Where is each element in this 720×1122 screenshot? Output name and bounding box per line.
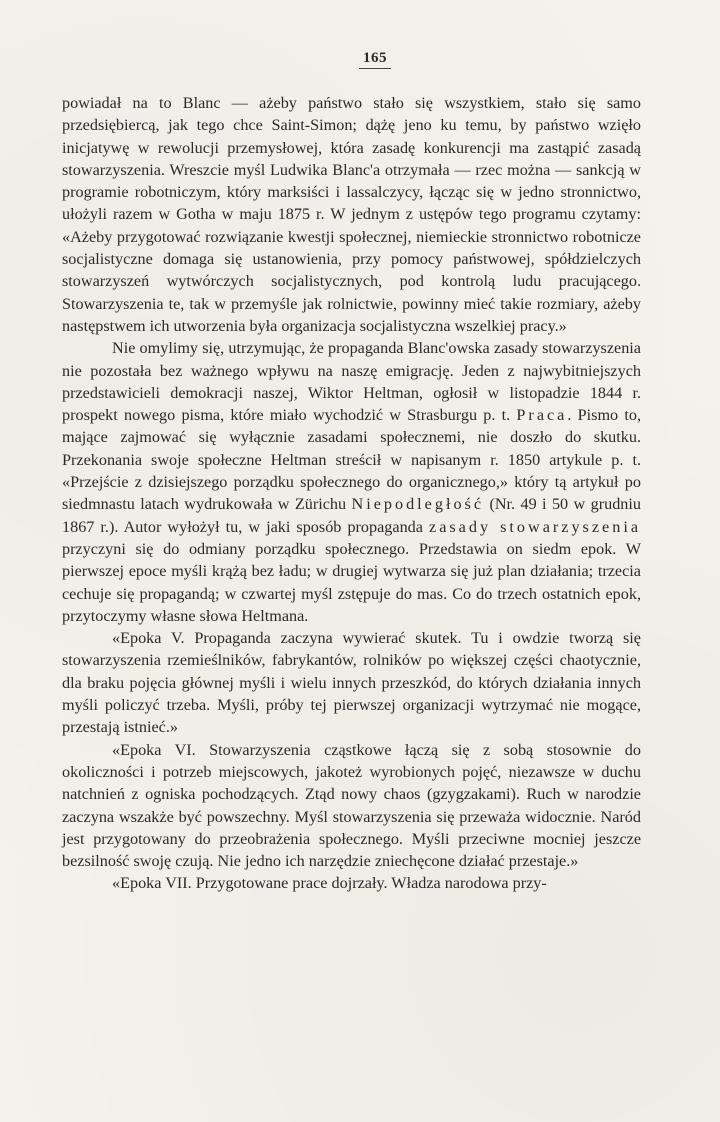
- page-number: 165: [0, 50, 720, 69]
- paragraph-2-part-7: przyczyni się do odmiany porządku społecznego. Przedstawia on siedm epok. W pierwszej epoce myśli krążą bez ładu; w drugiej wytwarza się już plan działania; trzecia cechuje się propagandą; w czwartej myśl zstępuje do mas. Co do trzech ostatnich epok, przytoczymy własne słowa Heltmana.: [62, 539, 641, 625]
- paragraph-2-part-1: Nie omylimy się, utrzymując, że propaganda Blanc'owska zasady stowarzyszenia nie pozostała bez ważnego wpływu na naszę emigrację. Jeden z najwybitniejszych przedstawicieli demokracji naszej, Wiktor Heltman, ogłosił w listopadzie 1844 r. prospekt nowego pisma, które miało wychodzić w Strasburgu p. t.: [62, 339, 641, 425]
- spaced-phrase-zasady-stowarzyszenia: zasady stowarzyszenia: [429, 517, 641, 536]
- paragraph-3: «Epoka V. Propaganda zaczyna wywierać skutek. Tu i owdzie tworzą się stowarzyszenia rzemieślników, fabrykantów, rolników po większej części chaotycznie, dla braku pojęcia głównej myśli i wielu innych przeszkód, do których działania innych myśli policzyć trzeba. Myśli, próby tej pierwszej organizacji wytrzymać nie mogące, przestają istnieć.»: [62, 629, 641, 737]
- paragraph-5: «Epoka VII. Przygotowane prace dojrzały. Władza narodowa przy-: [112, 874, 547, 893]
- paragraph-2-part-3: . Pismo to, mające zajmować się wyłącznie zasadami społecznemi, nie doszło do skutku. Przekonania swoje społeczne Heltman streścił w napisanym r. 1850 artykule p. t. «Przejście z dzisiejszego porządku społecznego do organicznego,» który tą artykuł po siedmnastu latach wydrukowała w Zürichu: [62, 406, 641, 514]
- spaced-title-niepodleglosc: Niepodległość: [351, 495, 485, 514]
- body-text: [62, 92, 641, 895]
- paragraph-2: [62, 337, 641, 627]
- paragraph-4: «Epoka VI. Stowarzyszenia cząstkowe łączą się z sobą stosownie do okoliczności i potrzeb miejscowych, jakoteż wyrobionych pojęć, niezawsze w duchu natchnień z ogniska pochodzących. Ztąd nowy chaos (gzygzakami). Ruch w narodzie zaczyna wszakże być powszechny. Myśl stowarzyszenia się przeważa widocznie. Naród jest przygotowany do przeobrażenia społecznego. Myśli przeciwne mocniej jeszcze bezsilność swoję czują. Nie jedno ich narzędzie zniechęcone działać przestaje.»: [62, 740, 641, 871]
- paragraph-1: powiadał na to Blanc — ażeby państwo stało się wszystkiem, stało się samo przedsiębiercą, jak tego chce Saint-Simon; dążę jeno ku temu, by państwo wzięło inicjatywę w rewolucji przemysłowej, która zasadę konkurencji ma zastąpić zasadą stowarzyszenia. Wreszcie myśl Ludwika Blanc'a otrzymała — rzec można — sankcją w programie robotniczym, który marksiści i lassalczycy, łącząc się w jedno stronnictwo, ułożyli razem w Gotha w maju 1875 r. W jednym z ustępów tego programu czytamy: «Ażeby przygotować rozwiązanie kwestji społecznej, niemieckie stronnictwo robotnicze socjalistyczne domaga się ustanowienia, przy pomocy państwowej, spółdzielczych stowarzyszeń wytwórczych socjalistycznych, pod kontrolą ludu pracującego. Stowarzyszenia te, tak w przemyśle jak rolnictwie, powinny mieć takie rozmiary, ażeby następstwem ich utworzenia była organizacja socjalistyczna wszelkiej pracy.»: [62, 94, 641, 335]
- spaced-title-praca: Praca: [516, 406, 568, 425]
- paragraph-2-part-5: (Nr. 49 i 50 w grudniu 1867 r.). Autor wyłożył tu, w jaki sposób propaganda: [62, 495, 641, 536]
